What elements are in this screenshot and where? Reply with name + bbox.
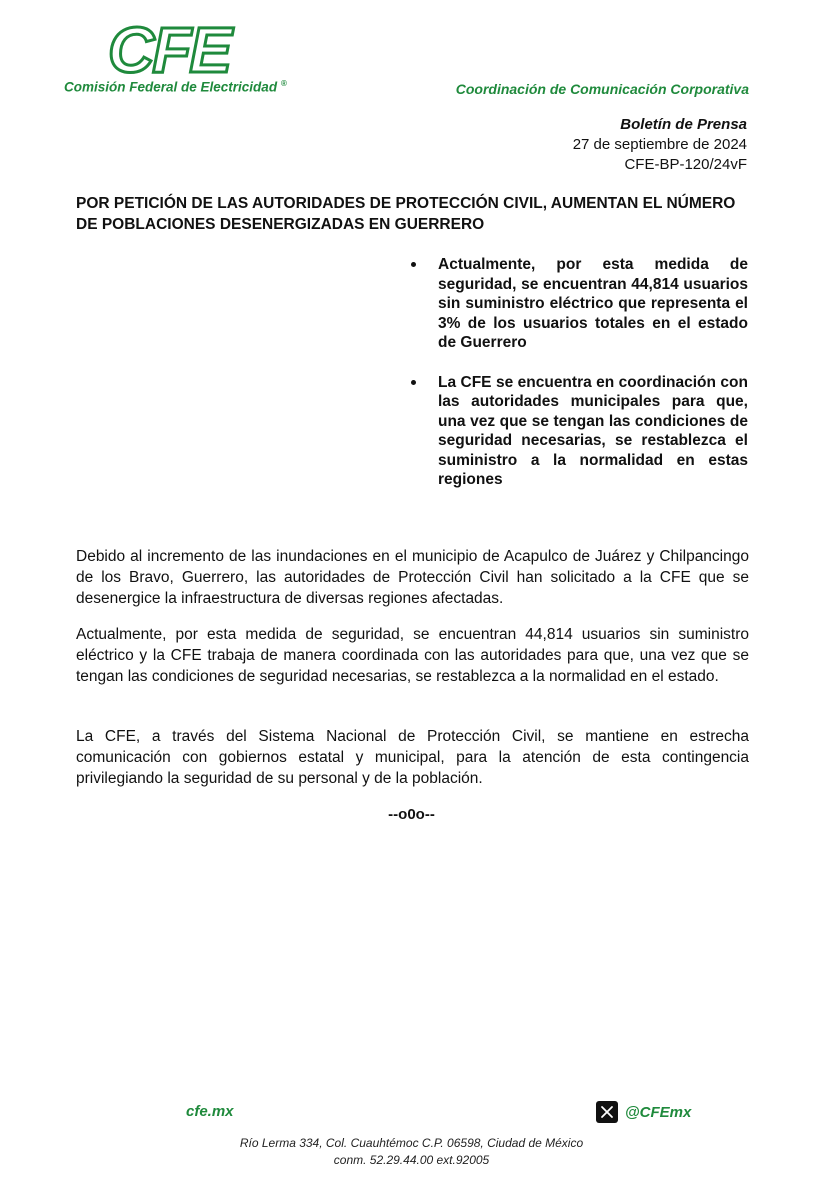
bulletin-title: Boletín de Prensa — [620, 116, 747, 133]
highlight-item: La CFE se encuentra en coordinación con las autoridades municipales para que, una vez que se tengan las condiciones de seguridad necesarias, se restablezca el suministro a la normalidad en estas regiones — [406, 373, 748, 490]
body-paragraph: La CFE, a través del Sistema Nacional de Protección Civil, se mantiene en estrecha comunicación con gobiernos estatal y municipal, para la atención de esta contingencia privilegiando la seguridad de su personal y de la población. — [76, 728, 749, 787]
bulletin-info — [573, 115, 747, 175]
x-logo-icon — [596, 1101, 618, 1123]
highlights-list — [406, 255, 748, 510]
address-line: Río Lerma 334, Col. Cuauhtémoc C.P. 06598, Ciudad de México — [239, 1136, 584, 1150]
body-paragraph: Actualmente, por esta medida de seguridad, se encuentran 44,814 usuarios sin suministro eléctrico y la CFE trabaja de manera coordinada con las autoridades para que, una vez que se tengan las condiciones de seguridad necesarias, se restablezca a la normalidad en el estado. — [76, 626, 749, 685]
headline: POR PETICIÓN DE LAS AUTORIDADES DE PROTECCIÓN CIVIL, AUMENTAN EL NÚMERO DE POBLACIONES DESENERGIZADAS EN GUERRERO — [76, 195, 736, 233]
closing-mark: --o0o-- — [388, 806, 435, 823]
bullet-icon — [411, 262, 416, 267]
registered-mark: ® — [280, 79, 287, 88]
cfe-logo: CFE — [108, 14, 230, 86]
organization-name: Comisión Federal de Electricidad ® — [64, 79, 287, 95]
social-link[interactable] — [596, 1101, 691, 1123]
bulletin-date: 27 de septiembre de 2024 — [572, 136, 747, 153]
website-link[interactable]: cfe.mx — [186, 1103, 234, 1120]
bullet-icon — [411, 380, 416, 385]
bulletin-code: CFE-BP-120/24vF — [624, 156, 747, 173]
highlight-item: Actualmente, por esta medida de seguridad, se encuentran 44,814 usuarios sin suministro eléctrico que representa el 3% de los usuarios totales en el estado de Guerrero — [406, 255, 748, 353]
social-handle: @CFEmx — [625, 1103, 692, 1121]
footer-address — [0, 1135, 823, 1169]
phone-line: conm. 52.29.44.00 ext.92005 — [333, 1153, 490, 1167]
department-name: Coordinación de Comunicación Corporativa — [455, 81, 749, 97]
body-paragraph: Debido al incremento de las inundaciones en el municipio de Acapulco de Juárez y Chilpancingo de los Bravo, Guerrero, las autoridades de Protección Civil han solicitado a la CFE que se desenergice la infraestructura de diversas regiones afectadas. — [76, 548, 749, 607]
